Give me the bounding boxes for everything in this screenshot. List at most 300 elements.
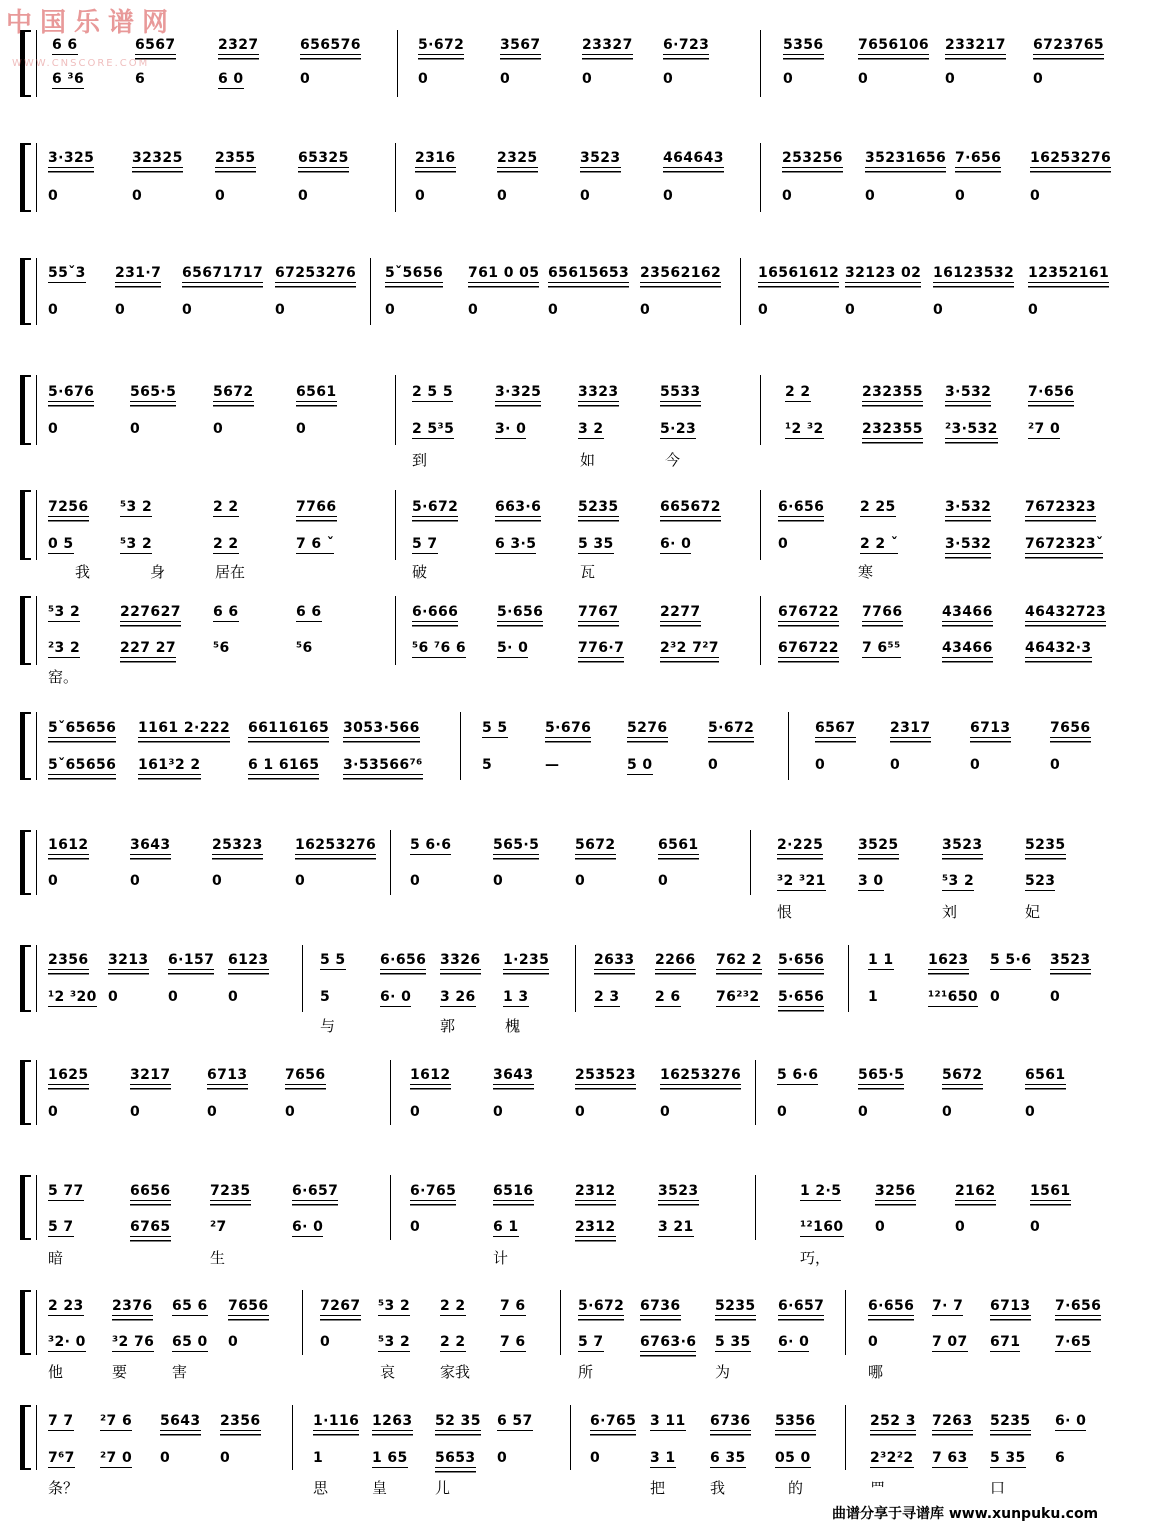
top-staff-beat: 663·6	[495, 499, 542, 515]
bottom-staff-beat: 676722	[778, 640, 839, 656]
top-staff-beat: 6656	[130, 1183, 171, 1199]
top-staff-beat: 3326	[440, 952, 481, 968]
lyric: 为	[715, 1363, 731, 1381]
top-staff-beat: 5·656	[497, 604, 544, 620]
top-staff-beat: 5·672	[412, 499, 459, 515]
top-staff-beat: 6561	[296, 384, 337, 400]
bottom-staff-beat: 7·65	[1055, 1334, 1092, 1350]
top-staff-beat: 7766	[296, 499, 337, 515]
bottom-staff-beat: ³2· 0	[48, 1334, 86, 1350]
bottom-staff-beat: 0	[415, 188, 426, 204]
lyric: 条？	[48, 1479, 79, 1497]
bottom-staff-beat: ³2 ³21	[777, 873, 826, 889]
top-staff-beat: 32325	[132, 150, 183, 166]
bottom-staff-beat: 0	[970, 757, 981, 773]
top-staff-beat: 2·225	[777, 837, 824, 853]
lyric: 皇	[372, 1479, 388, 1497]
top-staff-beat: 67253276	[275, 265, 357, 281]
bottom-staff-beat: 5	[482, 757, 493, 773]
bottom-staff-beat: 6 ³6	[52, 71, 85, 87]
bottom-staff-beat: 0	[758, 302, 769, 318]
bottom-staff-beat: 2³2²2	[870, 1450, 914, 1466]
top-staff-beat: 5 6·6	[777, 1067, 819, 1083]
bottom-staff-beat: 0	[590, 1450, 601, 1466]
top-staff-beat: 2312	[575, 1183, 616, 1199]
bottom-staff-beat: 7 07	[932, 1334, 968, 1350]
top-staff-beat: 6·657	[292, 1183, 339, 1199]
lyric: 计	[493, 1249, 509, 1267]
top-staff-beat: 6713	[207, 1067, 248, 1083]
top-staff-beat: 5·672	[708, 720, 755, 736]
bottom-staff-beat: 776·7	[578, 640, 625, 656]
bottom-staff-beat: 5· 0	[497, 640, 529, 656]
top-staff-beat: 16253276	[1030, 150, 1112, 166]
bottom-staff-beat: 671	[990, 1334, 1021, 1350]
top-staff-beat: 6736	[710, 1413, 751, 1429]
bottom-staff-beat: 0	[215, 188, 226, 204]
bottom-staff-beat: 3·53566⁷⁶	[343, 757, 423, 773]
top-staff-beat: 7263	[932, 1413, 973, 1429]
bottom-staff-beat: ⁵6	[296, 640, 313, 656]
bar-line	[845, 1405, 846, 1470]
bottom-staff-beat: 6765	[130, 1219, 171, 1235]
bottom-staff-beat: 0	[295, 873, 306, 889]
lyric: 刘	[942, 903, 958, 921]
top-staff-beat: 7672323	[1025, 499, 1096, 515]
lyric: 郭	[440, 1017, 456, 1035]
top-staff-beat: 7· 7	[932, 1298, 964, 1314]
bottom-staff-beat: 2 2 ˇ	[860, 536, 899, 552]
top-staff-beat: 3·325	[495, 384, 542, 400]
bottom-staff-beat: 7⁶7	[48, 1450, 75, 1466]
lyric: 身	[150, 563, 166, 581]
top-staff-beat: 5ˇ65656	[48, 720, 117, 736]
top-staff-beat: 2 23	[48, 1298, 84, 1314]
bottom-staff-beat: 0	[955, 188, 966, 204]
bottom-staff-beat: 6 1 6165	[248, 757, 320, 773]
bottom-staff-beat: 2 2	[440, 1334, 466, 1350]
lyric: 如	[580, 451, 596, 469]
top-staff-beat: 253523	[575, 1067, 636, 1083]
lyric: 罒	[870, 1479, 886, 1497]
lyric: 槐	[505, 1017, 521, 1035]
bar-line	[292, 1405, 293, 1470]
bottom-staff-beat: 0	[418, 71, 429, 87]
bottom-staff-beat: 0	[1025, 1104, 1036, 1120]
top-staff-beat: 2 25	[860, 499, 896, 515]
top-staff-beat: 5 5·6	[990, 952, 1032, 968]
top-staff-beat: 231·7	[115, 265, 162, 281]
bottom-staff-beat: ¹²¹650	[928, 989, 979, 1005]
top-staff-beat: 2 2	[440, 1298, 466, 1314]
bottom-staff-beat: 0	[1050, 989, 1061, 1005]
top-staff-beat: 43466	[942, 604, 993, 620]
top-staff-beat: 3·532	[945, 384, 992, 400]
bottom-staff-beat: 0	[660, 1104, 671, 1120]
bottom-staff-beat: 5 35	[578, 536, 614, 552]
bottom-staff-beat: 5ˇ65656	[48, 757, 117, 773]
top-staff-beat: 7 6	[500, 1298, 526, 1314]
bottom-staff-beat: 0	[212, 873, 223, 889]
top-staff-beat: 7267	[320, 1298, 361, 1314]
top-staff-beat: 5672	[575, 837, 616, 853]
top-staff-beat: 6 6	[52, 37, 78, 53]
top-staff-beat: 5356	[783, 37, 824, 53]
top-staff-beat: ⁵3 2	[120, 499, 153, 515]
bottom-staff-beat: 6· 0	[380, 989, 412, 1005]
bottom-staff-beat: ²7 0	[1028, 421, 1061, 437]
bottom-staff-beat: 0	[955, 1219, 966, 1235]
bottom-staff-beat: 0	[782, 188, 793, 204]
top-staff-beat: 6·656	[778, 499, 825, 515]
bottom-staff-beat: ¹2 ³20	[48, 989, 97, 1005]
bottom-staff-beat: 5653	[435, 1450, 476, 1466]
bottom-staff-beat: 6· 0	[660, 536, 692, 552]
bottom-staff-beat: 7672323ˇ	[1025, 536, 1104, 552]
bottom-staff-beat: 0	[132, 188, 143, 204]
top-staff-beat: 65671717	[182, 265, 264, 281]
bottom-staff-beat: 232355	[862, 421, 923, 437]
top-staff-beat: 2316	[415, 150, 456, 166]
top-staff-beat: 1263	[372, 1413, 413, 1429]
bottom-staff-beat: 0	[213, 421, 224, 437]
top-staff-beat: 7·656	[1055, 1298, 1102, 1314]
top-staff-beat: 65325	[298, 150, 349, 166]
lyric: 哪	[868, 1363, 884, 1381]
bottom-staff-beat: 7 6⁵⁵	[862, 640, 901, 656]
bottom-staff-beat: 76²³2	[716, 989, 760, 1005]
bar-line	[570, 1405, 571, 1470]
bottom-staff-beat: 3 26	[440, 989, 476, 1005]
bottom-staff-beat: 5 0	[627, 757, 653, 773]
bottom-staff-beat: 0	[296, 421, 307, 437]
lyric: 破	[412, 563, 428, 581]
top-staff-beat: 6·723	[663, 37, 710, 53]
top-staff-beat: 6·157	[168, 952, 215, 968]
top-staff-beat: 6561	[658, 837, 699, 853]
bottom-staff-beat: 5 7	[578, 1334, 604, 1350]
top-staff-beat: 46432723	[1025, 604, 1107, 620]
top-staff-beat: ²7 6	[100, 1413, 133, 1429]
bottom-staff-beat: 1 65	[372, 1450, 408, 1466]
bottom-staff-beat: 2 3	[594, 989, 620, 1005]
bottom-staff-beat: ³2 76	[112, 1334, 155, 1350]
lyric: 儿	[435, 1479, 451, 1497]
bottom-staff-beat: 0	[890, 757, 901, 773]
bottom-staff-beat: 2312	[575, 1219, 616, 1235]
top-staff-beat: 2356	[220, 1413, 261, 1429]
top-staff-beat: 565·5	[493, 837, 540, 853]
top-staff-beat: 2356	[48, 952, 89, 968]
top-staff-beat: 3523	[942, 837, 983, 853]
top-staff-beat: 6·765	[410, 1183, 457, 1199]
top-staff-beat: 232355	[862, 384, 923, 400]
bottom-staff-beat: 5 7	[48, 1219, 74, 1235]
top-staff-beat: 5 6·6	[410, 837, 452, 853]
top-staff-beat: 5643	[160, 1413, 201, 1429]
top-staff-beat: 6 6	[296, 604, 322, 620]
top-staff-beat: 3523	[658, 1183, 699, 1199]
top-staff-beat: 6561	[1025, 1067, 1066, 1083]
top-staff-beat: 3 11	[650, 1413, 686, 1429]
top-staff-beat: 6· 0	[1055, 1413, 1087, 1429]
bottom-staff-beat: 5 7	[412, 536, 438, 552]
top-staff-beat: 32123 02	[845, 265, 922, 281]
top-staff-beat: 253256	[782, 150, 843, 166]
bottom-staff-beat: 7 6 ˇ	[296, 536, 335, 552]
top-staff-beat: 5 5	[320, 952, 346, 968]
bottom-staff-beat: 0	[1030, 188, 1041, 204]
top-staff-beat: 3567	[500, 37, 541, 53]
bottom-staff-beat: 6 3·5	[495, 536, 537, 552]
top-staff-beat: ⁵3 2	[378, 1298, 411, 1314]
top-staff-beat: 6·657	[778, 1298, 825, 1314]
top-staff-beat: 3256	[875, 1183, 916, 1199]
top-staff-beat: 6·656	[380, 952, 427, 968]
top-staff-beat: 3523	[580, 150, 621, 166]
top-staff-beat: 5235	[715, 1298, 756, 1314]
lyric: 妃	[1025, 903, 1041, 921]
lyric: 与	[320, 1017, 336, 1035]
top-staff-beat: 3·532	[945, 499, 992, 515]
top-staff-beat: 7656	[1050, 720, 1091, 736]
top-staff-beat: 1623	[928, 952, 969, 968]
bottom-staff-beat: 2 2	[213, 536, 239, 552]
bottom-staff-beat: 0	[115, 302, 126, 318]
bottom-staff-beat: 0	[868, 1334, 879, 1350]
bottom-staff-beat: 0	[320, 1334, 331, 1350]
lyric: 我	[75, 563, 91, 581]
bottom-staff-beat: 0	[640, 302, 651, 318]
bottom-staff-beat: ⁵3 2	[120, 536, 153, 552]
top-staff-beat: 7 7	[48, 1413, 74, 1429]
bottom-staff-beat: 65 0	[172, 1334, 208, 1350]
lyric: 生	[210, 1249, 226, 1267]
bottom-staff-beat: 3 21	[658, 1219, 694, 1235]
top-staff-beat: 3213	[108, 952, 149, 968]
bottom-staff-beat: 3·532	[945, 536, 992, 552]
bottom-staff-beat: 1 3	[503, 989, 529, 1005]
top-staff-beat: 2325	[497, 150, 538, 166]
bottom-staff-beat: 0	[497, 188, 508, 204]
bottom-staff-beat: 0	[48, 873, 59, 889]
bottom-staff-beat: 6· 0	[778, 1334, 810, 1350]
bottom-staff-beat: 0	[783, 71, 794, 87]
bottom-staff-beat: 0	[130, 421, 141, 437]
top-staff-beat: 5672	[942, 1067, 983, 1083]
bottom-staff-beat: 1	[313, 1450, 324, 1466]
bottom-staff-beat: 6763·6	[640, 1334, 697, 1350]
lyric: 害	[172, 1363, 188, 1381]
top-staff-beat: 6736	[640, 1298, 681, 1314]
bottom-staff-beat: 0	[582, 71, 593, 87]
lyric: 思	[313, 1479, 329, 1497]
top-staff-beat: 65 6	[172, 1298, 208, 1314]
bottom-staff-beat: 0	[298, 188, 309, 204]
bottom-staff-beat: 0	[48, 421, 59, 437]
lyric: 暗	[48, 1249, 64, 1267]
bottom-staff-beat: 2³2 7²7	[660, 640, 719, 656]
bottom-staff-beat: 0	[1030, 1219, 1041, 1235]
bottom-staff-beat: 0	[580, 188, 591, 204]
bottom-staff-beat: 0	[410, 1104, 421, 1120]
lyric: 他	[48, 1363, 64, 1381]
top-staff-beat: 5235	[990, 1413, 1031, 1429]
bottom-staff-beat: 5·656	[778, 989, 825, 1005]
top-staff-beat: 761 0 05	[468, 265, 540, 281]
top-staff-beat: 2355	[215, 150, 256, 166]
top-staff-beat: 2376	[112, 1298, 153, 1314]
bottom-staff-beat: 0	[815, 757, 826, 773]
bottom-staff-beat: 0	[865, 188, 876, 204]
top-staff-beat: 5672	[213, 384, 254, 400]
top-staff-beat: 2 2	[785, 384, 811, 400]
top-staff-beat: 5276	[627, 720, 668, 736]
bottom-staff-beat: 7 6	[500, 1334, 526, 1350]
bottom-staff-beat: 0	[933, 302, 944, 318]
bottom-staff-beat: 3 1	[650, 1450, 676, 1466]
bottom-staff-beat: ¹2 ³2	[785, 421, 824, 437]
bottom-staff-beat: 6	[1055, 1450, 1066, 1466]
top-staff-beat: 16253276	[295, 837, 377, 853]
top-staff-beat: 3643	[493, 1067, 534, 1083]
bottom-staff-beat: 0	[493, 873, 504, 889]
lyric: 到	[412, 451, 428, 469]
top-staff-beat: 6 57	[497, 1413, 533, 1429]
bottom-staff-beat: 0	[575, 873, 586, 889]
bottom-staff-beat: 0 5	[48, 536, 74, 552]
bottom-staff-beat: 161³2 2	[138, 757, 201, 773]
bottom-staff-beat: 1	[868, 989, 879, 1005]
bottom-staff-beat: 0	[708, 757, 719, 773]
bottom-staff-beat: 0	[410, 873, 421, 889]
lyric: 口	[990, 1479, 1006, 1497]
bottom-staff-beat: 0	[168, 989, 179, 1005]
top-staff-beat: 16123532	[933, 265, 1015, 281]
top-staff-beat: 233217	[945, 37, 1006, 53]
bottom-staff-beat: 6 1	[493, 1219, 519, 1235]
top-staff-beat: 5·672	[418, 37, 465, 53]
top-staff-beat: 7766	[862, 604, 903, 620]
top-staff-beat: 2317	[890, 720, 931, 736]
bottom-staff-beat: 3 2	[578, 421, 604, 437]
bottom-staff-beat: 3· 0	[495, 421, 527, 437]
top-staff-beat: 52 35	[435, 1413, 481, 1429]
bottom-staff-beat: ¹²160	[800, 1219, 844, 1235]
top-staff-beat: 2633	[594, 952, 635, 968]
top-staff-beat: 7235	[210, 1183, 251, 1199]
bottom-staff-beat: 0	[945, 71, 956, 87]
bottom-staff-beat: 0	[385, 302, 396, 318]
bottom-staff-beat: ²3 2	[48, 640, 81, 656]
top-staff-beat: ⁵3 2	[48, 604, 81, 620]
top-staff-beat: 6·656	[868, 1298, 915, 1314]
system-bracket	[20, 1405, 31, 1470]
bottom-staff-beat: 6 0	[218, 71, 244, 87]
lyric: 我	[710, 1479, 726, 1497]
top-staff-beat: 3053·566	[343, 720, 420, 736]
top-staff-beat: 5356	[775, 1413, 816, 1429]
top-staff-beat: 1161 2·222	[138, 720, 231, 736]
top-staff-beat: 5533	[660, 384, 701, 400]
top-staff-beat: 2 5 5	[412, 384, 453, 400]
bottom-staff-beat: 0	[130, 873, 141, 889]
bottom-staff-beat: 5 35	[990, 1450, 1026, 1466]
bottom-staff-beat: ⁵6 ⁷6 6	[412, 640, 467, 656]
bottom-staff-beat: 7 63	[932, 1450, 968, 1466]
top-staff-beat: 5235	[578, 499, 619, 515]
watermark-site-url: WWW.CNSCORE.COM	[12, 58, 150, 69]
bottom-staff-beat: 5	[320, 989, 331, 1005]
top-staff-beat: 676722	[778, 604, 839, 620]
top-staff-beat: 227627	[120, 604, 181, 620]
top-staff-beat: 2 2	[213, 499, 239, 515]
bottom-staff-beat: 0	[663, 71, 674, 87]
top-staff-beat: 65615653	[548, 265, 630, 281]
top-staff-beat: 1561	[1030, 1183, 1071, 1199]
bottom-staff-beat: 46432·3	[1025, 640, 1092, 656]
lyric: 瓦	[580, 563, 596, 581]
top-staff-beat: 7·656	[1028, 384, 1075, 400]
top-staff-beat: 6 6	[213, 604, 239, 620]
bottom-staff-beat: ⁵6	[213, 640, 230, 656]
bottom-staff-beat: 0	[108, 989, 119, 1005]
top-staff-beat: 5·656	[778, 952, 825, 968]
bottom-staff-beat: 6	[135, 71, 146, 87]
bottom-staff-beat: 0	[493, 1104, 504, 1120]
top-staff-beat: 5 77	[48, 1183, 84, 1199]
bottom-staff-beat: 0	[990, 989, 1001, 1005]
bottom-staff-beat: 0	[160, 1450, 171, 1466]
lyric: 哀	[380, 1363, 396, 1381]
bottom-staff-beat: 6 35	[710, 1450, 746, 1466]
bottom-staff-beat: 0	[285, 1104, 296, 1120]
top-staff-beat: 16561612	[758, 265, 840, 281]
top-staff-beat: 1·116	[313, 1413, 360, 1429]
top-staff-beat: 3525	[858, 837, 899, 853]
bottom-staff-beat: 43466	[942, 640, 993, 656]
top-staff-beat: 1·235	[503, 952, 550, 968]
lyric: 今	[665, 451, 681, 469]
watermark-site-name: 中国乐谱网	[6, 8, 177, 38]
top-staff-beat: 7·656	[955, 150, 1002, 166]
bottom-staff-beat: 523	[1025, 873, 1056, 889]
lyric: 把	[650, 1479, 666, 1497]
top-staff-beat: 656576	[300, 37, 361, 53]
top-staff-beat: 23327	[582, 37, 633, 53]
top-staff-beat: 464643	[663, 150, 724, 166]
bottom-staff-beat: ⁵3 2	[942, 873, 975, 889]
bottom-staff-beat: 0	[942, 1104, 953, 1120]
bottom-staff-beat: 0	[778, 536, 789, 552]
bottom-staff-beat: 2 6	[655, 989, 681, 1005]
bottom-staff-beat: 0	[410, 1219, 421, 1235]
bottom-staff-beat: 5 35	[715, 1334, 751, 1350]
top-staff-beat: 1612	[410, 1067, 451, 1083]
top-staff-beat: 6713	[970, 720, 1011, 736]
top-staff-beat: 6516	[493, 1183, 534, 1199]
bottom-staff-beat: 0	[500, 71, 511, 87]
bottom-staff-beat: 0	[228, 1334, 239, 1350]
top-staff-beat: 1 2·5	[800, 1183, 842, 1199]
bottom-staff-beat: 0	[468, 302, 479, 318]
top-staff-beat: 6713	[990, 1298, 1031, 1314]
bottom-staff-beat: 0	[130, 1104, 141, 1120]
top-staff-beat: 1612	[48, 837, 89, 853]
top-staff-beat: 5·676	[545, 720, 592, 736]
bottom-staff-beat: 0	[48, 1104, 59, 1120]
top-staff-beat: 7767	[578, 604, 619, 620]
